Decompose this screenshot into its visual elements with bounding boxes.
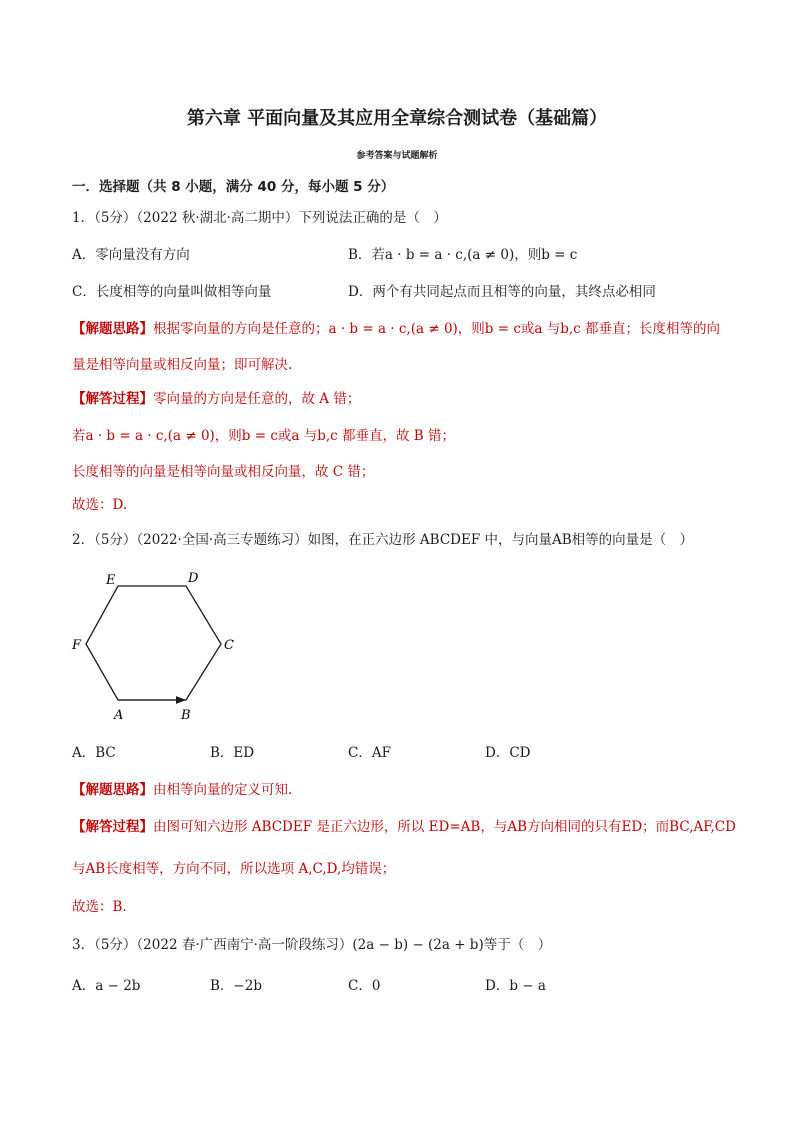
q2-idea-line bbox=[72, 781, 292, 799]
q1-option-c: C．长度相等的向量叫做相等向量 bbox=[72, 284, 272, 300]
q1-process-tag: 【解答过程】 bbox=[72, 391, 153, 407]
q1-process-line2: 若a · b = a · c,(a ≠ 0)，则b = c或a 与b,c 都垂直，故 B 错； bbox=[72, 428, 456, 444]
vertex-label-e: E bbox=[106, 573, 116, 588]
q2-option-c: C．AF bbox=[348, 745, 391, 761]
vertex-label-c: C bbox=[224, 638, 234, 653]
hexagon-figure bbox=[68, 566, 238, 726]
q2-option-d: D．CD bbox=[485, 745, 531, 761]
q2-answer: 故选：B. bbox=[72, 899, 127, 915]
q1-process-line1 bbox=[72, 390, 360, 408]
q1-option-d: D．两个有共同起点而且相等的向量，其终点必相同 bbox=[348, 284, 656, 300]
vertex-label-a: A bbox=[114, 708, 124, 723]
vertex-label-f: F bbox=[72, 638, 82, 653]
q2-process-tag: 【解答过程】 bbox=[72, 819, 153, 835]
q2-process-line2: 与AB长度相等，方向不同，所以选项 A,C,D,均错误； bbox=[72, 861, 396, 877]
page-subtitle: 参考答案与试题解析 bbox=[356, 151, 438, 161]
hexagon-shape bbox=[86, 586, 221, 700]
q1-idea-line1 bbox=[72, 320, 720, 338]
q2-option-a: A．BC bbox=[72, 745, 116, 761]
q2-idea-tag: 【解题思路】 bbox=[72, 782, 153, 798]
q1-stem: 1．（5分）（2022 秋·湖北·高二期中）下列说法正确的是（ ） bbox=[72, 210, 447, 226]
q1-option-a: A．零向量没有方向 bbox=[72, 247, 190, 263]
q1-idea-text: 根据零向量的方向是任意的；a · b = a · c,(a ≠ 0)，则b = c或a 与b,c 都垂直；长度相等的向 bbox=[153, 321, 721, 337]
q1-process-line3: 长度相等的向量是相等向量或相反向量，故 C 错； bbox=[72, 464, 375, 480]
q1-idea-line2: 量是相等向量或相反向量；即可解决. bbox=[72, 357, 293, 373]
q3-option-c: C．0 bbox=[348, 978, 381, 994]
vertex-label-b: B bbox=[181, 708, 191, 723]
q2-process-text: 由图可知六边形 ABCDEF 是正六边形，所以 ED=AB，与AB方向相同的只有ED；而BC,AF,CD bbox=[153, 819, 736, 835]
q3-option-b: B．−2b bbox=[210, 978, 262, 994]
vertex-label-d: D bbox=[188, 571, 199, 586]
q2-option-b: B．ED bbox=[210, 745, 255, 761]
q1-option-b: B．若a · b = a · c,(a ≠ 0)，则b = c bbox=[348, 247, 578, 263]
q2-idea-text: 由相等向量的定义可知. bbox=[153, 782, 293, 798]
q1-process-text: 零向量的方向是任意的，故 A 错； bbox=[153, 391, 361, 407]
q1-answer: 故选：D. bbox=[72, 497, 128, 513]
page-title: 第六章 平面向量及其应用全章综合测试卷（基础篇） bbox=[186, 108, 608, 129]
q3-option-a: A．a − 2b bbox=[72, 978, 141, 994]
q3-stem: 3．（5分）（2022 春·广西南宁·高一阶段练习）(2a − b) − (2a + b)等于（ ） bbox=[72, 937, 552, 953]
q3-option-d: D．b − a bbox=[485, 978, 546, 994]
q1-idea-tag: 【解题思路】 bbox=[72, 321, 153, 337]
section-heading: 一．选择题（共 8 小题，满分 40 分，每小题 5 分） bbox=[72, 179, 395, 195]
q2-stem: 2．（5分）（2022·全国·高三专题练习）如图，在正六边形 ABCDEF 中，与向量AB相等的向量是（ ） bbox=[72, 532, 694, 548]
q2-process-line1 bbox=[72, 818, 736, 836]
